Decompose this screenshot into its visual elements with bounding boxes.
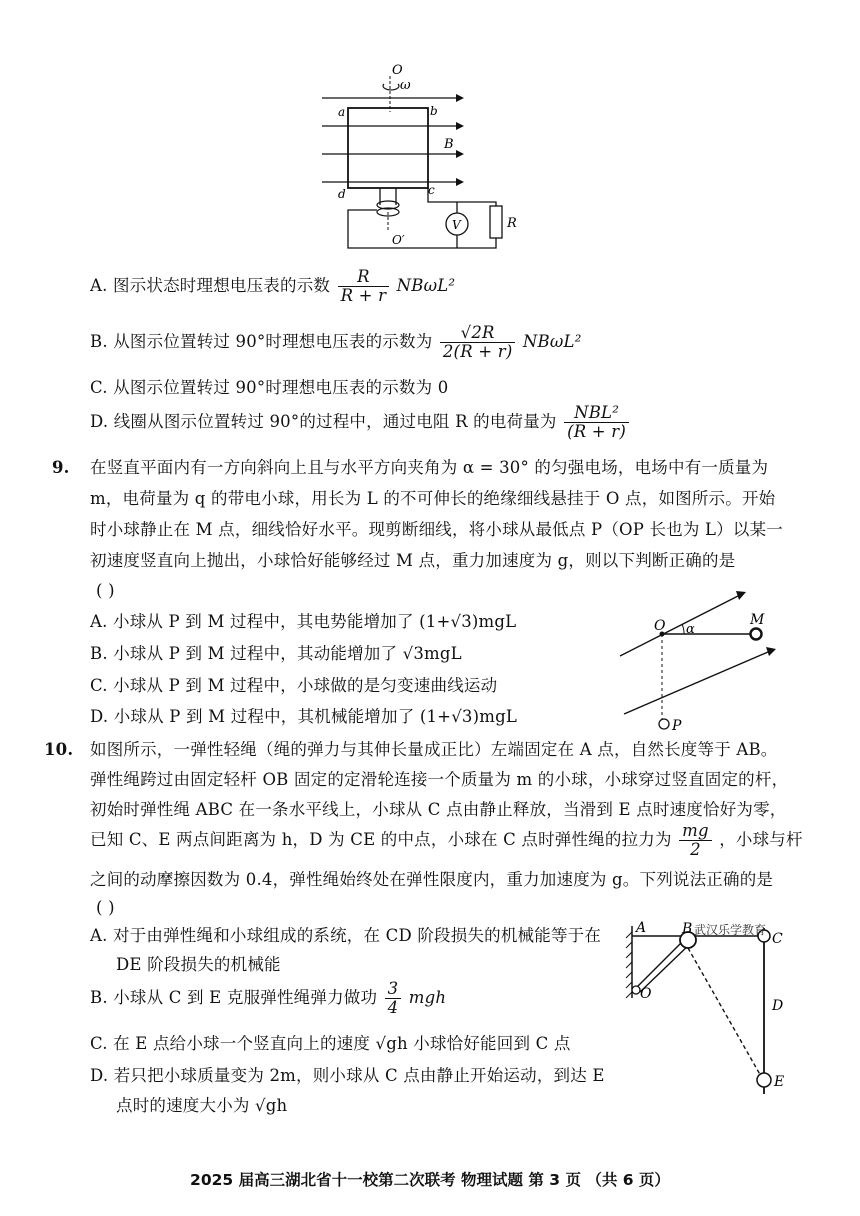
fig10-watermark: 武汉乐学教育: [694, 923, 767, 937]
q8-d-den: (R + r): [567, 422, 626, 441]
page-footer: 2025 届高三湖北省十一校第二次联考 物理试题 第 3 页 （共 6 页）: [190, 1171, 670, 1189]
q10-option-b[interactable]: [90, 980, 446, 1017]
fig8-label-c: c: [428, 183, 435, 197]
fig9-label-alpha: α: [686, 622, 695, 637]
fig10-label-c: C: [772, 931, 783, 947]
q9-stem-line-1: 在竖直平面内有一方向斜向上且与水平方向夹角为 α = 30° 的匀强电场，电场中有一质量为: [90, 458, 769, 477]
q9-option-c[interactable]: C. 小球从 P 到 M 过程中，小球做的是匀变速曲线运动: [90, 676, 498, 695]
q8-a-fraction: [338, 268, 390, 305]
q10-answer-blank[interactable]: ( ): [96, 898, 115, 917]
q9-option-b[interactable]: B. 小球从 P 到 M 过程中，其动能增加了 √3mgL: [90, 644, 462, 663]
fig8-label-omega: ω: [400, 78, 411, 93]
q8-b-num: √2R: [440, 324, 516, 343]
q9-stem-line-2: m，电荷量为 q 的带电小球，用长为 L 的不可伸长的绝缘细线悬挂于 O 点，如图所示。开始: [90, 489, 776, 508]
q8-d-fraction: [564, 404, 629, 441]
q8-a-num: R: [338, 268, 390, 287]
q8-option-a[interactable]: [90, 268, 455, 305]
q8-option-d[interactable]: [90, 404, 631, 441]
fig8-label-a: a: [338, 105, 346, 119]
elastic-rope-figure: [622, 918, 802, 1098]
q9-stem-line-3: 时小球静止在 M 点，细线恰好水平。现剪断细线，将小球从最低点 P（OP 长也为 L）以某一: [90, 520, 784, 539]
q10-stem-line-4: [90, 822, 803, 859]
q10-stem-line-2: 弹性绳跨过由固定轻杆 OB 固定的定滑轮连接一个质量为 m 的小球，小球穿过竖直固定的杆，: [90, 770, 789, 789]
q10-b-prefix: B. 小球从 C 到 E 克服弹性绳弹力做功: [90, 988, 378, 1007]
q10-option-d-line-1[interactable]: D. 若只把小球质量变为 2m，则小球从 C 点由静止开始运动，到达 E: [90, 1066, 605, 1085]
q8-d-prefix: D. 线圈从图示位置转过 90°的过程中，通过电阻 R 的电荷量为: [90, 412, 557, 431]
q10-stem-line-3: 初始时弹性绳 ABC 在一条水平线上，小球从 C 点由静止释放，当滑到 E 点时速度恰好为零，: [90, 800, 787, 819]
q9-option-d[interactable]: D. 小球从 P 到 M 过程中，其机械能增加了 (1+√3)mgL: [90, 707, 518, 726]
q10-b-suffix: mgh: [408, 988, 447, 1007]
q8-b-fraction: [440, 324, 516, 361]
fig8-label-b: b: [430, 104, 438, 118]
q10-option-a-line-2: DE 阶段损失的机械能: [116, 955, 281, 974]
q9-answer-blank[interactable]: ( ): [96, 581, 115, 600]
fig9-label-m: M: [750, 612, 765, 628]
generator-figure: [310, 60, 530, 255]
electric-field-figure: [612, 588, 790, 738]
fig10-label-d: D: [772, 998, 784, 1014]
q10-option-d-line-2: 点时的速度大小为 √gh: [116, 1096, 288, 1115]
fig8-label-o2: O′: [392, 233, 405, 247]
q8-d-num: NBL²: [564, 404, 629, 423]
q8-a-den: R + r: [340, 286, 387, 305]
fig9-label-o: O: [654, 618, 666, 634]
q10-tension-fraction: [679, 822, 712, 859]
q10-number: 10.: [44, 740, 74, 759]
q8-option-c[interactable]: C. 从图示位置转过 90°时理想电压表的示数为 0: [90, 378, 449, 397]
q8-b-suffix: NBωL²: [522, 332, 582, 351]
fig10-label-o: O: [640, 986, 652, 1002]
fig8-label-B: B: [444, 137, 454, 152]
q9-option-a[interactable]: A. 小球从 P 到 M 过程中，其电势能增加了 (1+√3)mgL: [90, 612, 517, 631]
q8-b-den: 2(R + r): [442, 342, 513, 361]
fig8-label-o: O: [392, 63, 403, 78]
q8-b-prefix: B. 从图示位置转过 90°时理想电压表的示数为: [90, 332, 433, 351]
q10-b-fraction: [385, 980, 402, 1017]
q10-line4-suffix: ，小球与杆: [719, 830, 803, 849]
fig10-label-b: B: [682, 921, 693, 937]
fig9-label-p: P: [672, 718, 682, 734]
q10-option-a-line-1[interactable]: A. 对于由弹性绳和小球组成的系统，在 CD 阶段损失的机械能等于在: [90, 926, 602, 945]
fig8-voltmeter-label: V: [452, 218, 461, 232]
q10-stem-line-5: 之间的动摩擦因数为 0.4，弹性绳始终处在弹性限度内，重力加速度为 g。下列说法正确的是: [90, 870, 774, 889]
fig10-label-e: E: [774, 1074, 785, 1090]
fig8-label-d: d: [338, 187, 346, 201]
q10-stem-line-1: 如图所示，一弹性轻绳（绳的弹力与其伸长量成正比）左端固定在 A 点，自然长度等于 AB。: [90, 740, 778, 759]
q9-number: 9.: [52, 458, 70, 477]
q10-option-c[interactable]: C. 在 E 点给小球一个竖直向上的速度 √gh 小球恰好能回到 C 点: [90, 1034, 571, 1053]
q8-a-suffix: NBωL²: [396, 276, 456, 295]
q8-option-b[interactable]: [90, 324, 582, 361]
fig8-label-R: R: [507, 216, 517, 231]
q10-b-num: 3: [385, 980, 402, 999]
q8-a-prefix: A. 图示状态时理想电压表的示数: [90, 276, 331, 295]
fig10-label-a: A: [636, 920, 647, 936]
q9-stem-line-4: 初速度竖直向上抛出，小球恰好能够经过 M 点，重力加速度为 g，则以下判断正确的是: [90, 551, 736, 570]
q10-tension-num: mg: [679, 822, 712, 841]
q10-b-den: 4: [387, 998, 399, 1017]
q10-line4-prefix: 已知 C、E 两点间距离为 h，D 为 CE 的中点，小球在 C 点时弹性绳的拉力为: [90, 830, 672, 849]
q10-tension-den: 2: [690, 840, 701, 859]
